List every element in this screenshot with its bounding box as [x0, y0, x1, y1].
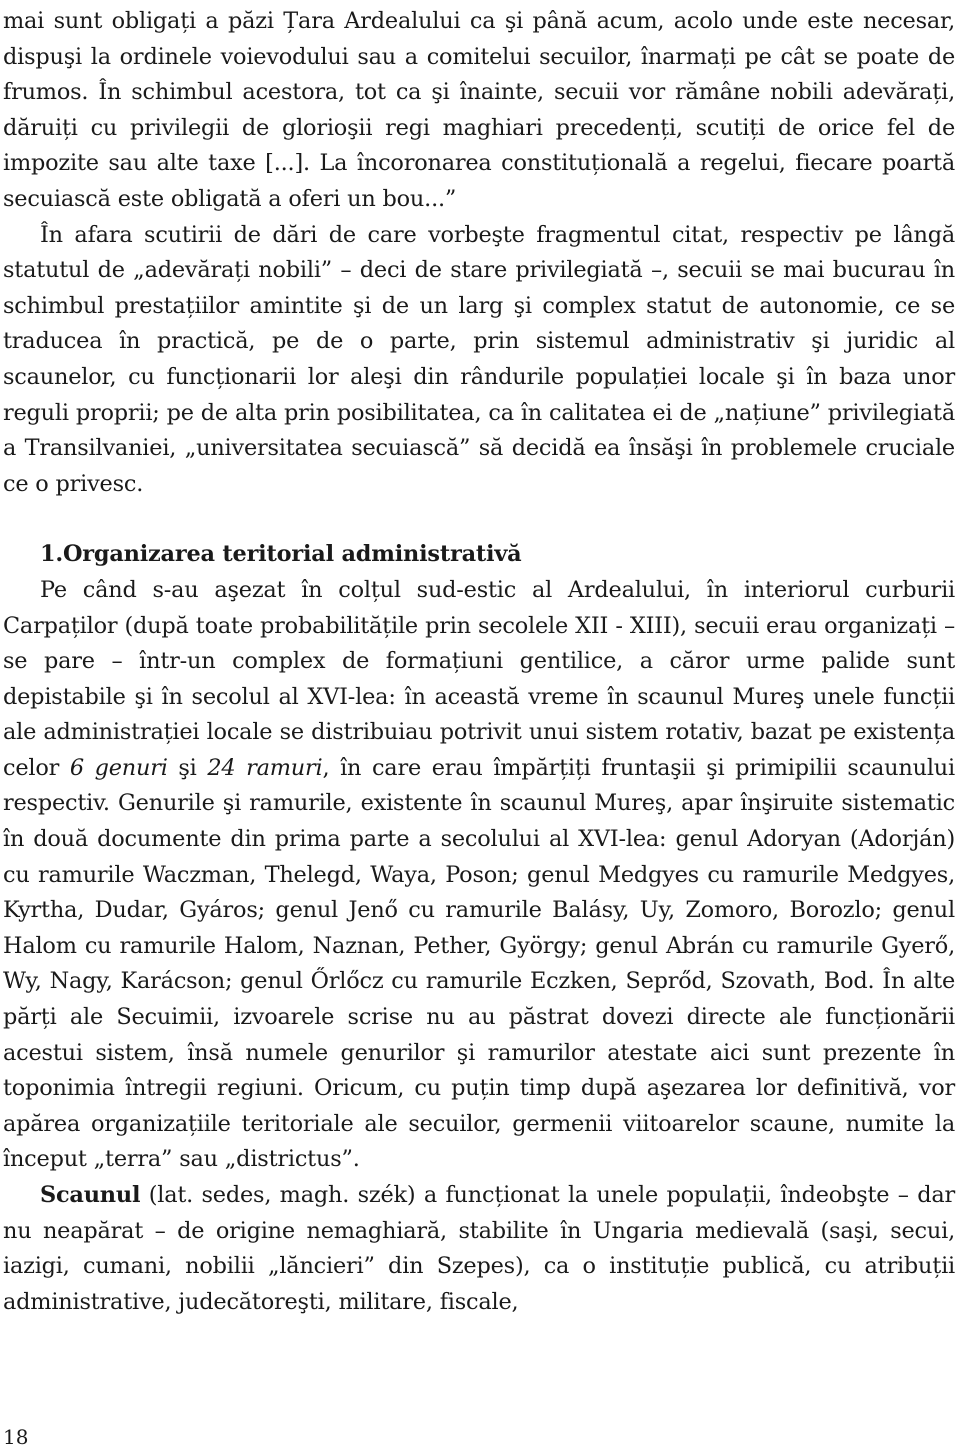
organization-text-start: Pe când s-au aşezat în colțul sud-estic al Ardealului, în interiorul curburii Carpaților (după toate probabilitățile prin secolele XII - XIII), secuii erau organizați – se pare – într-un complex de formațiuni gentilice, a căror urme palide sunt depistabile şi în secolul al XVI-lea: în această vreme în scaunul Mureş unele funcții ale administrației locale se distribuiau potrivit unui sistem rotativ, bazat pe existența celor	[3, 576, 955, 781]
genuri-term: 6 genuri	[69, 754, 168, 781]
scaunul-term: Scaunul	[40, 1182, 141, 1208]
page-number: 18	[3, 1425, 29, 1449]
ramuri-term: 24 ramuri	[207, 754, 323, 781]
scaunul-text: (lat. sedes, magh. szék) a funcționat la unele populații, îndeobşte – dar nu neapărat – de origine nemaghiară, stabilite în Ungaria medievală (saşi, secui, iazigi, cumani, nobilii „lăncieri” din Szepes), ca o instituție publică, cu atribuții administrative, judecătoreşti, militare, fiscale,	[3, 1182, 955, 1315]
organization-text-end: , în care erau împărțiți fruntaşii şi primipilii scaunului respectiv. Genurile şi ramurile, existente în scaunul Mureş, apar înşiruite sistematic în două documente din prima parte a secolului al XVI-lea: genul Adoryan (Adorján) cu ramurile Waczman, Thelegd, Waya, Poson; genul Medgyes cu ramurile Medgyes, Kyrtha, Dudar, Gyáros; genul Jenő cu ramurile Balásy, Uy, Zomoro, Borozlo; genul Halom cu ramurile Halom, Naznan, Pether, György; genul Abrán cu ramurile Gyerő, Wy, Nagy, Karácson; genul Őrlőcz cu ramurile Eczken, Seprőd, Szovath, Bod. În alte părți ale Secuimii, izvoarele scrise nu au păstrat dovezi directe ale funcționării acestui sistem, însă numele genurilor şi ramurilor atestate aici sunt prezente în toponimia întregii regiuni. Oricum, cu puțin timp după aşezarea lor definitivă, vor apărea organizațiile teritoriale ale secuilor, germenii viitoarelor scaune, numite la început „terra” sau „districtus”.	[3, 754, 955, 1173]
quote-continuation-paragraph: mai sunt obligați a păzi Țara Ardealului ca şi până acum, acolo unde este necesar, dispuşi la ordinele voievodului sau a comitelui secuilor, înarmați pe cât se poate de frumos. În schimbul acestora, tot ca şi înainte, secuii vor rămâne nobili adevărați, dăruiți cu privilegii de glorioşii regi maghiari precedenți, scutiți de orice fel de impozite sau alte taxe [...]. La încoronarea constituțională a regelui, fiecare poartă secuiască este obligată a oferi un bou...”	[3, 8, 955, 212]
between-terms: şi	[167, 754, 208, 781]
section-number: 1.	[40, 541, 63, 568]
section-heading	[3, 537, 955, 573]
scaunul-paragraph	[3, 1178, 955, 1320]
page-body	[3, 4, 955, 1320]
section-title: Organizarea teritorial administrativă	[62, 541, 522, 568]
autonomy-paragraph: În afara scutirii de dări de care vorbeşte fragmentul citat, respectiv pe lângă statutul de „adevărați nobili” – deci de stare privilegiată –, secuii se mai bucurau în schimbul prestațiilor amintite şi de un larg şi complex statut de autonomie, ce se traducea în practică, pe de o parte, prin sistemul administrativ şi juridic al scaunelor, cu funcționarii lor aleşi din rândurile populației locale şi în baza unor reguli proprii; pe de alta prin posibilitatea, ca în calitatea ei de „națiune” privilegiată a Transilvaniei, „universitatea secuiască” să decidă ea însăşi în problemele cruciale ce o privesc.	[3, 221, 955, 497]
organization-paragraph	[3, 573, 955, 1178]
